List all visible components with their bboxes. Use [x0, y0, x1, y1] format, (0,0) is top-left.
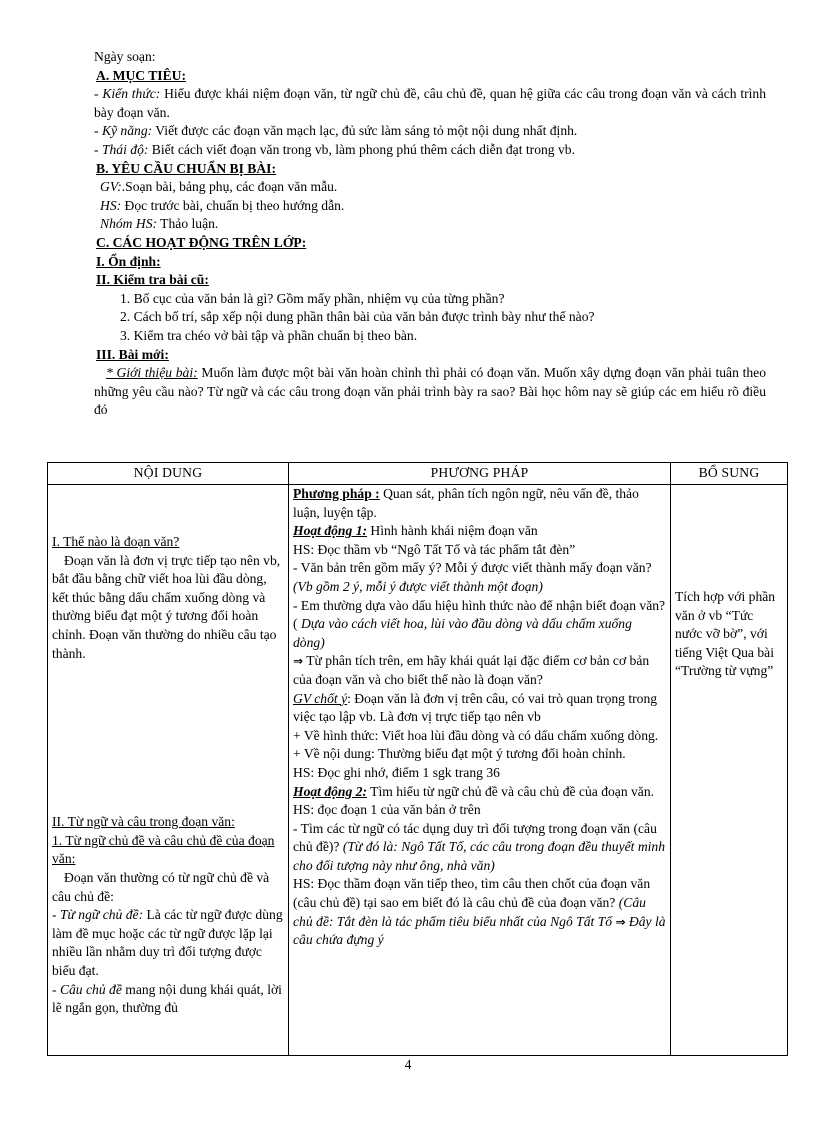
review-question: 3. Kiểm tra chéo vở bài tập và phần chuẩn bị theo bàn.	[120, 327, 418, 343]
table-header-row	[48, 463, 788, 485]
content-paragraph-2: Đoạn văn thường có từ ngữ chủ đề và câu chủ đề:	[52, 869, 270, 904]
method-summary: Phương pháp : Quan sát, phân tích ngôn ngữ, nêu vấn đề, thảo luận, luyện tập.	[293, 486, 639, 520]
section-c-title: C. CÁC HOẠT ĐỘNG TRÊN LỚP:	[96, 234, 307, 250]
activity-2-title: Hoạt động 2: Tìm hiểu từ ngữ chủ đề và câu chủ đề của đoạn văn.	[293, 783, 655, 799]
activity-1-line: ⇒ Từ phân tích trên, em hãy khái quát lại đặc điểm cơ bản cơ bản của đoạn văn và cho biết thế nào là đoạn văn?	[293, 653, 650, 687]
objective-label: Kiến thức:	[102, 86, 161, 102]
date-label: Ngày soạn:	[94, 49, 156, 64]
activity-1-line: + Về hình thức: Viết hoa lùi đầu dòng và có dấu chấm xuống dòng.	[293, 727, 659, 743]
content-heading-1: I. Thế nào là đoạn văn?	[52, 534, 180, 549]
review-question: 2. Cách bố trí, sắp xếp nội dung phần thân bài của văn bản được trình bày như thế nào?	[120, 309, 595, 325]
lesson-header	[94, 48, 766, 420]
teacher-conclusion: GV chốt ý: Đoạn văn là đơn vị trên câu, có vai trò quan trọng trong việc tạo lập vb. Là đơn vị trực tiếp tạo nên vb	[293, 690, 658, 725]
activity-2-line: - Tìm các từ ngữ có tác dụng duy trì đối tượng trong đoạn văn (câu chủ đề)? (Từ đó là: Ngô Tất Tố, các câu trong đoạn đều thuyết minh cho đối tượng này như ông, nhà văn)	[293, 820, 666, 873]
intro-label: * Giới thiệu bài:	[106, 365, 198, 381]
activity-2-line: HS: Đọc thầm đoạn văn tiếp theo, tìm câu then chốt của đoạn văn (câu chủ đề) tại sao em biết đó là câu chủ đề của đoạn văn? (Câu chủ đề: Tắt đèn là tác phẩm tiêu biểu nhất của Ngô Tất Tố ⇒ Đây là câu chứa đựng ý	[293, 876, 666, 948]
header-supplement: BỔ SUNG	[671, 463, 788, 485]
activity-1-title: Hoạt động 1: Hình hành khái niệm đoạn văn	[293, 523, 538, 539]
supplement-note: Tích hợp với phần văn ở vb “Tức nước vỡ bờ”, với tiếng Việt Qua bài “Trường từ vựng”	[675, 589, 776, 679]
review-question: 1. Bố cục của văn bản là gì? Gồm mấy phần, nhiệm vụ của từng phần?	[120, 290, 505, 306]
supplement-cell	[671, 485, 788, 1056]
table-row	[48, 485, 788, 1056]
header-content: NỘI DUNG	[48, 463, 289, 485]
part-1-title: I. Ổn định:	[96, 253, 161, 269]
objective-label: Thái độ:	[101, 141, 149, 157]
prep-group: Nhóm HS: Thảo luận.	[100, 216, 219, 232]
section-b-title: B. YÊU CẦU CHUẨN BỊ BÀI:	[96, 160, 277, 176]
right-arrow-icon: ⇒	[293, 654, 304, 669]
content-heading-2-1: 1. Từ ngữ chủ đề và câu chủ đề của đoạn văn:	[52, 832, 275, 867]
prep-student: HS: Đọc trước bài, chuẩn bị theo hướng dẫn.	[100, 197, 345, 213]
part-3-title: III. Bài mới:	[96, 346, 169, 362]
lesson-table	[47, 462, 788, 1056]
page-number: 4	[404, 1057, 412, 1072]
content-cell	[48, 485, 289, 1056]
objective-knowledge: - Kiến thức: Hiểu được khái niệm đoạn văn, từ ngữ chủ đề, câu chủ đề, quan hệ giữa các câu trong đoạn văn và cách trình bày đoạn văn.	[94, 86, 766, 120]
section-a-title: A. MỤC TIÊU:	[96, 67, 186, 83]
activity-1-line: HS: Đọc ghi nhớ, điểm 1 sgk trang 36	[293, 764, 500, 780]
prep-teacher: GV:.Soạn bài, bảng phụ, các đoạn văn mẫu.	[100, 179, 338, 195]
header-method: PHƯƠNG PHÁP	[289, 463, 671, 485]
objective-skill: - Kỹ năng: Viết được các đoạn văn mạch lạc, đủ sức làm sáng tỏ một nội dung nhất định.	[94, 123, 578, 139]
activity-2-line: HS: đọc đoạn 1 của văn bản ở trên	[293, 802, 481, 818]
content-paragraph-1: Đoạn văn là đơn vị trực tiếp tạo nên vb, bắt đầu bằng chữ viết hoa lùi đầu dòng, kết thúc bằng dấu chấm xuống dòng và thường biểu đạt một ý tương đối hoàn chỉnh. Đoạn văn thường do nhiều câu tạo thành.	[52, 552, 281, 661]
objective-label: Kỹ năng:	[101, 123, 153, 139]
activity-1-line: + Về nội dung: Thường biểu đạt một ý tương đối hoàn chỉnh.	[293, 746, 626, 762]
content-heading-2: II. Từ ngữ và câu trong đoạn văn:	[52, 814, 235, 830]
activity-1-line: - Văn bản trên gồm mấy ý? Mỗi ý được viết thành mấy đoạn văn? (Vb gồm 2 ý, mỗi ý được viết thành một đoạn)	[293, 560, 652, 594]
lesson-intro: * Giới thiệu bài: Muốn làm được một bài văn hoàn chỉnh thì phải có đoạn văn. Muốn xây dựng đoạn văn phải tuân theo những yêu cầu nào? Từ ngữ và các câu trong đoạn văn phải trình bày ra sao? Bài học hôm nay sẽ giúp các em hiểu rõ điều đó	[94, 365, 766, 418]
content-definition-1: - Từ ngữ chủ đề: Là các từ ngữ được dùng làm đề mục hoặc các từ ngữ được lặp lại nhiều lần nhằm duy trì đối tượng được biểu đạt.	[52, 907, 283, 978]
part-2-title: II. Kiểm tra bài cũ:	[96, 272, 209, 288]
method-cell	[289, 485, 671, 1056]
objective-attitude: - Thái độ: Biết cách viết đoạn văn trong vb, làm phong phú thêm cách diễn đạt trong vb.	[94, 141, 575, 157]
content-definition-2: - Câu chủ đề mang nội dung khái quát, lời lẽ ngắn gọn, thường đủ	[52, 981, 282, 1016]
right-arrow-icon: ⇒	[615, 914, 626, 929]
activity-1-line: - Em thường dựa vào dấu hiệu hình thức nào để nhận biết đoạn văn? ( Dựa vào cách viết hoa, lùi vào đầu dòng và dấu chấm xuống dòng)	[293, 597, 666, 650]
activity-1-line: HS: Đọc thầm vb “Ngô Tất Tố và tác phẩm tắt đèn”	[293, 541, 576, 557]
